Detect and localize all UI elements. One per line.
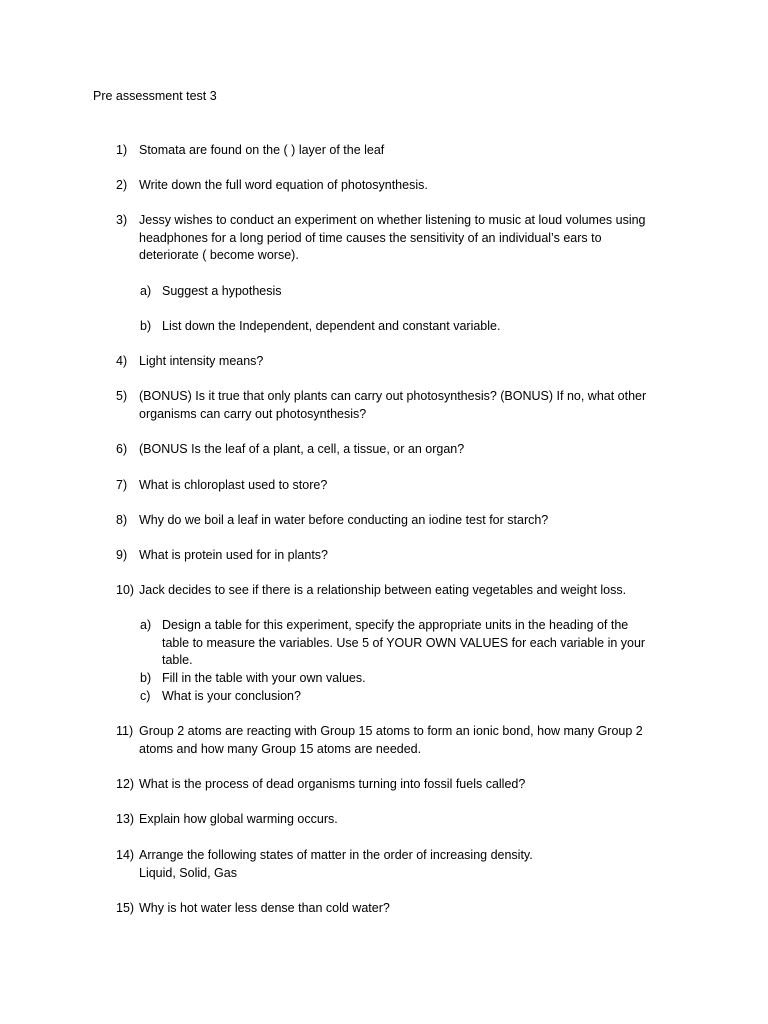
question-10-part-c [140,688,670,706]
question-3-part-a [140,283,670,301]
sub-question-line: table to measure the variables. Use 5 of YOUR OWN VALUES for each variable in your [162,635,646,650]
question-10-part-a [140,617,670,670]
sub-question-line: Suggest a hypothesis [162,284,282,298]
sub-question-text [162,318,670,336]
question-number: 14) [116,848,135,862]
question-number: 9) [116,548,128,562]
question-line: deteriorate ( become worse). [139,248,299,263]
question-13 [116,811,676,829]
question-number: 8) [116,513,128,527]
document-title: Pre assessment test 3 [93,89,217,103]
question-line: (BONUS Is the leaf of a plant, a cell, a tissue, or an organ? [139,442,465,456]
question-text [139,847,676,882]
question-5 [116,388,676,423]
question-line: atoms and how many Group 15 atoms are needed. [139,741,422,756]
sub-question-letter: b) [140,319,152,333]
question-number: 6) [116,442,128,456]
question-text [139,900,676,918]
question-line: Arrange the following states of matter in the order of increasing density. [139,848,533,862]
question-9 [116,547,676,565]
question-text [139,212,676,265]
question-text [139,811,676,829]
question-line: Jack decides to see if there is a relationship between eating vegetables and weight loss. [139,583,627,597]
question-text [139,723,676,758]
question-number: 2) [116,178,128,192]
question-text [139,512,676,530]
question-line: What is chloroplast used to store? [139,478,328,492]
sub-question-line: Fill in the table with your own values. [162,671,366,685]
question-line: (BONUS) Is it true that only plants can carry out photosynthesis? (BONUS) If no, what other [139,389,647,403]
sub-question-text [162,688,670,706]
question-8 [116,512,676,530]
question-number: 7) [116,478,128,492]
question-line: What is protein used for in plants? [139,548,328,562]
question-text [139,177,676,195]
question-number: 5) [116,389,128,403]
question-line: Liquid, Solid, Gas [139,865,237,880]
question-10-part-b [140,670,670,688]
question-number: 4) [116,354,128,368]
question-line: Group 2 atoms are reacting with Group 15 atoms to form an ionic bond, how many Group 2 [139,724,643,738]
question-text [139,142,676,160]
question-6 [116,441,676,459]
question-line: organisms can carry out photosynthesis? [139,406,367,421]
question-line: Write down the full word equation of photosynthesis. [139,178,428,192]
question-15 [116,900,676,918]
question-4 [116,353,676,371]
question-line: headphones for a long period of time causes the sensitivity of an individual’s ears to [139,230,602,245]
question-line: Why is hot water less dense than cold water? [139,901,390,915]
sub-question-letter: c) [140,689,151,703]
sub-question-line: table. [162,653,193,668]
sub-question-letter: a) [140,618,152,632]
sub-question-text [162,283,670,301]
sub-question-letter: a) [140,284,152,298]
sub-question-line: List down the Independent, dependent and constant variable. [162,319,501,333]
question-text [139,582,676,600]
question-number: 15) [116,901,135,915]
question-number: 10) [116,583,135,597]
question-1 [116,142,676,160]
question-line: Why do we boil a leaf in water before conducting an iodine test for starch? [139,513,549,527]
question-14 [116,847,676,882]
question-line: Stomata are found on the ( ) layer of the leaf [139,143,385,157]
question-line: Jessy wishes to conduct an experiment on whether listening to music at loud volumes using [139,213,646,227]
question-7 [116,477,676,495]
question-number: 1) [116,143,128,157]
question-text [139,477,676,495]
sub-question-letter: b) [140,671,152,685]
question-12 [116,776,676,794]
question-number: 13) [116,812,135,826]
sub-question-text [162,670,670,688]
question-line: Light intensity means? [139,354,264,368]
question-11 [116,723,676,758]
sub-question-line: Design a table for this experiment, specify the appropriate units in the heading of the [162,618,629,632]
question-3 [116,212,676,265]
question-3-part-b [140,318,670,336]
question-text [139,388,676,423]
question-text [139,547,676,565]
question-number: 3) [116,213,128,227]
question-text [139,776,676,794]
question-10 [116,582,676,600]
question-number: 12) [116,777,135,791]
question-text [139,441,676,459]
question-text [139,353,676,371]
sub-question-text [162,617,670,670]
question-line: What is the process of dead organisms turning into fossil fuels called? [139,777,526,791]
sub-question-line: What is your conclusion? [162,689,301,703]
question-number: 11) [116,724,134,738]
question-line: Explain how global warming occurs. [139,812,338,826]
question-2 [116,177,676,195]
